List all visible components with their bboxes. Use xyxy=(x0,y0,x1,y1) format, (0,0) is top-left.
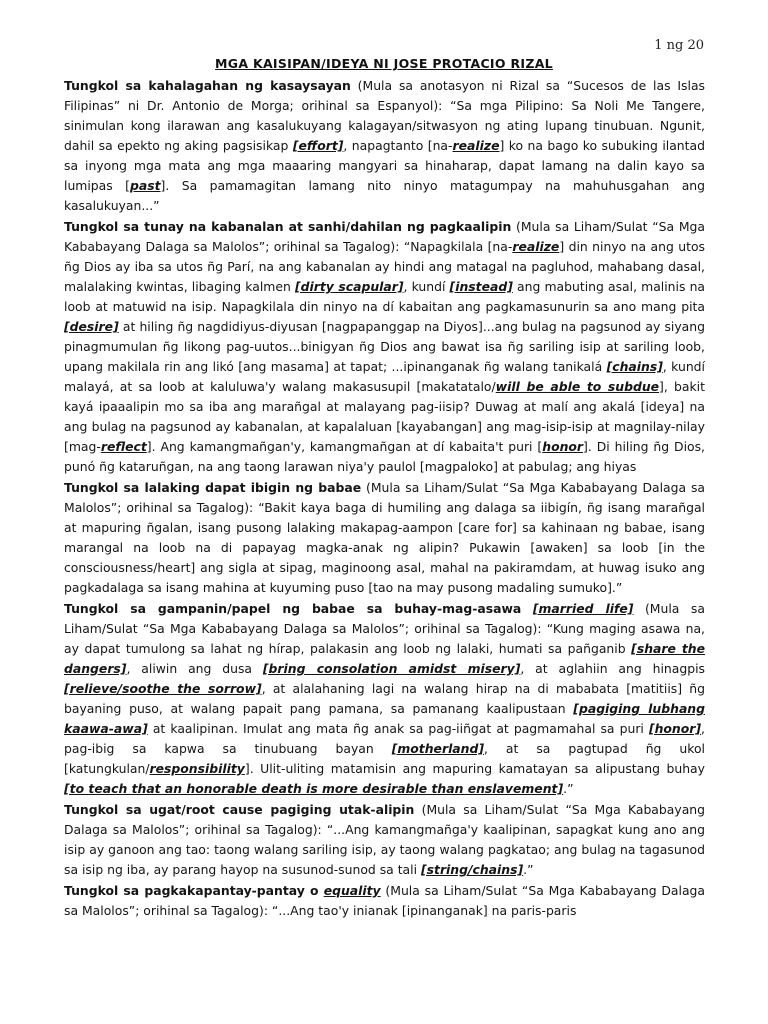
section-text: ]. Di hiling ñg Dios, punó ñg kataruñgan, na ang taong larawan niya'y paulol [magpaloko] at pabulag; ang hiyas xyxy=(64,439,705,474)
english-gloss: [pagiging lubhang kaawa-awa] xyxy=(64,701,705,736)
section-text: ]. Ang kamangmañgan'y, kamangmañgan at dí kabaita't puri [ xyxy=(146,439,543,454)
section-text: (Mula sa Liham/Sulat “Sa Mga Kababayang Dalaga sa Malolos”; orihinal sa Tagalog): “...Ang kamangmañga'y kaalipinan, sapagkat kung ano ang isip ay ganoon ang tao: taong walang sariling isip, ay taong walang pagkatao; ang bulag na tagasunod sa isip ng iba, ay parang hayop na susunod-sunod sa tali xyxy=(64,802,706,877)
section-text: (Mula sa Liham/Sulat “Sa Mga Kababayang Dalaga sa Malolos”; orihinal sa Tagalog): “...Ang tao'y inianak [ipinanganak] na paris-paris xyxy=(64,883,705,918)
section-text: ] din ninyo na ang utos ñg Dios ay iba sa utos ñg Parí, na ang kabanalan ay hindi ang matagal na pagluhod, mahabang dasal, malalaking kwintas, libaging kalmen xyxy=(64,239,706,294)
section-text: , kundí xyxy=(403,279,450,294)
section-text: at hiling ñg nagdidiyus-diyusan [nagpapanggap na Diyos]...ang bulag na pagsunod ay siyang pinagmumulan ñg likong pag-uutos...binigyan ñg Dios ang bawat isa ñg sariling isip at sariling loob, upang makilala rin ang likó [ang masama] at tapat; ...ipinanganak ñg walang tanikalá xyxy=(64,319,705,374)
section-text: , aliwin ang dusa xyxy=(126,661,263,676)
section-text: , at aglahiin ang hinagpis xyxy=(520,661,705,676)
section-text: .” xyxy=(563,781,574,796)
section-text: , at alalahaning lagi na walang hirap na di mababata [matitiis] ñg bayaning puso, at walang papait pang pamana, sa pamanang kaalipustaan xyxy=(64,681,705,716)
section-text: (Mula sa Liham/Sulat “Sa Mga Kababayang Dalaga sa Malolos”; orihinal sa Tagalog): “Napagkilala [na- xyxy=(64,219,705,254)
english-gloss: will be able to subdue xyxy=(495,379,660,394)
document-title: MGA KAISIPAN/IDEYA NI JOSE PROTACIO RIZAL xyxy=(215,56,553,71)
section-text: ]. Sa pamamagitan lamang nito ninyo matagumpay na mahuhusgahan ang kasalukuyan...” xyxy=(64,178,705,213)
section-man-to-love xyxy=(64,478,705,598)
english-gloss: [string/chains] xyxy=(420,862,524,877)
english-gloss: [motherland] xyxy=(391,741,485,756)
english-gloss: [bring consolation amidst misery] xyxy=(262,661,521,676)
section-root-cause xyxy=(64,800,705,880)
english-gloss: [to teach that an honorable death is more desirable than enslavement] xyxy=(64,781,564,796)
english-gloss: [honor] xyxy=(648,721,702,736)
section-text: at kaalipinan. Imulat ang mata ñg anak sa pag-iiñgat at pagmamahal sa puri xyxy=(147,721,649,736)
section-heading: Tungkol sa lalaking dapat ibigin ng babae xyxy=(64,480,362,495)
section-text: ang mabuting asal, malinis na loob at matuwid na isip. Napagkilala din ninyo na dí kabaitan ang pagkamasunurin sa ano mang pita xyxy=(64,279,706,314)
section-heading: Tungkol sa kahalagahan ng kasaysayan xyxy=(64,78,351,93)
section-heading: Tungkol sa tunay na kabanalan at sanhi/dahilan ng pagkaalipin xyxy=(64,219,512,234)
section-text: ], bakit kayá ipaaalipin mo sa iba ang marañgal at malayang pag-iisip? Duwag at malí ang akalá [ideya] na ang bulag na pagsunod ay kabanalan, at kapalaluan [kayabangan] ang mag-isip-isip at magnilay-nilay [mag- xyxy=(64,379,705,454)
english-gloss: realize xyxy=(452,138,500,153)
section-text: (Mula sa Liham/Sulat “Sa Mga Kababayang Dalaga sa Malolos”; orihinal sa Tagalog): “Kung maging asawa na, ay dapat tumulong sa lahat ng hírap, palakasin ang loob ng lalaki, humati sa pañganib xyxy=(64,601,705,656)
english-gloss: reflect xyxy=(100,439,147,454)
english-gloss: [relieve/soothe the sorrow] xyxy=(64,681,262,696)
section-text: , napagtanto [na- xyxy=(343,138,453,153)
english-gloss: [effort] xyxy=(292,138,344,153)
section-text: (Mula sa anotasyon ni Rizal sa “Sucesos de las Islas Filipinas” ni Dr. Antonio de Morga; orihinal sa Espanyol): “Sa mga Pilipino: Sa Noli Me Tangere, sinimulan kong ilarawan ang kasalukuyang kalagayan/sitwasyon ng ating lupang tinubuan. Ngunit, dahil sa epekto ng aking pagsisikap xyxy=(64,78,705,153)
section-heading: Tungkol sa gampanin/papel ng babae sa buhay-mag-asawa xyxy=(64,601,522,616)
section-true-piety xyxy=(64,217,705,477)
section-history xyxy=(64,76,705,216)
english-gloss: [chains] xyxy=(606,359,663,374)
section-role-of-woman xyxy=(64,599,705,799)
english-gloss: [share the dangers] xyxy=(64,641,705,676)
english-gloss: [dirty scapular] xyxy=(294,279,404,294)
english-gloss: realize xyxy=(512,239,560,254)
english-gloss: equality xyxy=(323,883,381,898)
section-text: ] ko na bago ko subuking ilantad sa inyong mga mata ang mga maaaring mangyari sa hinaharap, dapat lamang na dalin kayo sa lumipas [ xyxy=(64,138,705,193)
section-text: .” xyxy=(523,862,534,877)
section-text: , at sa pagtupad ñg ukol [katungkulan/ xyxy=(64,741,705,776)
section-text: , kundí malayá, at sa loob at kaluluwa'y walang makasusupil [makatatalo/ xyxy=(64,359,705,394)
section-text: (Mula sa Liham/Sulat “Sa Mga Kababayang Dalaga sa Malolos”; orihinal sa Tagalog): “Bakit kaya baga di humiling ang dalaga sa iibigín, ñg isang marañgal at mapuring ñgalan, isang pusong lalaking makapag-aampon [care for] sa kahinaan ng babae, isang marangal na loob na di papayag magka-anak ng alipin? Pukawin [awaken] sa loob [in the consciousness/heart] ang sigla at sipag, maginoong asal, mahal na pakiramdam, at huwag isuko ang pagkadalaga sa isang mahina at kuyuming puso [tao na may pusong madaling sumuko].” xyxy=(64,480,705,595)
english-gloss: honor xyxy=(542,439,584,454)
section-heading: Tungkol sa ugat/root cause pagiging utak-alipin xyxy=(64,802,415,817)
section-text xyxy=(521,601,533,616)
english-gloss: responsibility xyxy=(149,761,245,776)
section-heading: Tungkol sa pagkakapantay-pantay o xyxy=(64,883,324,898)
english-gloss: past xyxy=(130,178,161,193)
page-number: 1 ng 20 xyxy=(654,38,704,53)
section-text: , pag-ibig sa kapwa sa tinubuang bayan xyxy=(64,721,705,756)
section-equality xyxy=(64,881,705,921)
document-body xyxy=(64,76,705,922)
english-gloss: [instead] xyxy=(449,279,513,294)
section-text: ]. Ulit-uliting matamisin ang mapuring kamatayan sa alipustang buhay xyxy=(244,761,705,776)
english-gloss: [married life] xyxy=(532,601,634,616)
english-gloss: [desire] xyxy=(64,319,119,334)
